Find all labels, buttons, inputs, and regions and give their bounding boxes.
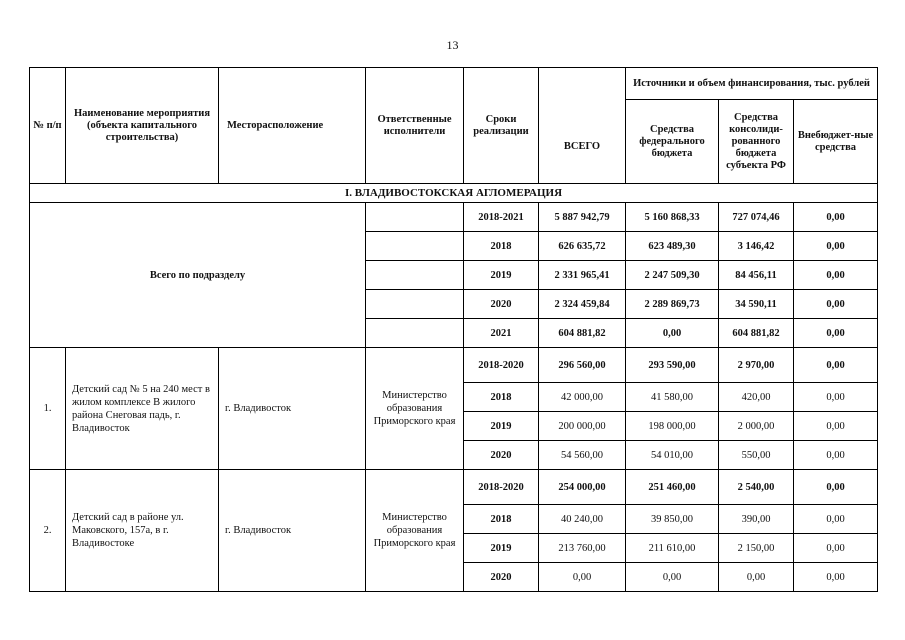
cell-extra: 0,00	[794, 505, 878, 534]
header-extra: Внебюджет-ные средства	[794, 100, 878, 184]
cell-total: 296 560,00	[539, 348, 626, 383]
cell-federal: 5 160 868,33	[626, 203, 719, 232]
cell-total: 626 635,72	[539, 232, 626, 261]
subtotal-label: Всего по подразделу	[30, 203, 366, 348]
cell-total: 5 887 942,79	[539, 203, 626, 232]
cell-period: 2020	[464, 563, 539, 592]
cell-extra: 0,00	[794, 232, 878, 261]
cell-federal: 623 489,30	[626, 232, 719, 261]
cell-total: 213 760,00	[539, 534, 626, 563]
header-responsible: Ответственные исполнители	[366, 68, 464, 184]
section-title: I. ВЛАДИВОСТОКСКАЯ АГЛОМЕРАЦИЯ	[30, 184, 878, 203]
cell-federal: 211 610,00	[626, 534, 719, 563]
cell-federal: 0,00	[626, 319, 719, 348]
header-location: Месторасположение	[219, 68, 366, 184]
cell-period: 2021	[464, 319, 539, 348]
item-location: г. Владивосток	[219, 348, 366, 470]
cell-regional: 34 590,11	[719, 290, 794, 319]
cell-period: 2018-2021	[464, 203, 539, 232]
cell-federal: 2 289 869,73	[626, 290, 719, 319]
header-period: Сроки реализации	[464, 68, 539, 184]
cell-federal: 0,00	[626, 563, 719, 592]
cell-total: 2 331 965,41	[539, 261, 626, 290]
cell-regional: 390,00	[719, 505, 794, 534]
cell-total: 40 240,00	[539, 505, 626, 534]
cell-regional: 3 146,42	[719, 232, 794, 261]
cell-total: 2 324 459,84	[539, 290, 626, 319]
cell-total: 0,00	[539, 563, 626, 592]
cell-period: 2020	[464, 290, 539, 319]
cell-period: 2020	[464, 441, 539, 470]
cell-extra: 0,00	[794, 290, 878, 319]
cell-period: 2019	[464, 534, 539, 563]
cell-regional: 727 074,46	[719, 203, 794, 232]
financing-table	[29, 67, 878, 592]
item-name: Детский сад в районе ул. Маковского, 157а, в г. Владивостоке	[66, 470, 219, 592]
cell-extra: 0,00	[794, 348, 878, 383]
cell-extra: 0,00	[794, 261, 878, 290]
header-regional: Средства консолиди-рованного бюджета субъекта РФ	[719, 100, 794, 184]
responsible-cell-empty	[366, 261, 464, 290]
cell-total: 200 000,00	[539, 412, 626, 441]
cell-regional: 2 000,00	[719, 412, 794, 441]
cell-regional: 2 150,00	[719, 534, 794, 563]
cell-extra: 0,00	[794, 319, 878, 348]
cell-extra: 0,00	[794, 470, 878, 505]
item-location: г. Владивосток	[219, 470, 366, 592]
cell-period: 2018	[464, 383, 539, 412]
cell-extra: 0,00	[794, 441, 878, 470]
cell-regional: 84 456,11	[719, 261, 794, 290]
cell-period: 2018-2020	[464, 470, 539, 505]
cell-period: 2018	[464, 505, 539, 534]
cell-extra: 0,00	[794, 383, 878, 412]
item-row	[30, 348, 878, 383]
cell-federal: 2 247 509,30	[626, 261, 719, 290]
item-name: Детский сад № 5 на 240 мест в жилом комплексе В жилого района Снеговая падь, г. Владивосток	[66, 348, 219, 470]
cell-federal: 293 590,00	[626, 348, 719, 383]
header-total: ВСЕГО	[539, 68, 626, 184]
responsible-cell-empty	[366, 232, 464, 261]
item-responsible: Министерство образования Приморского края	[366, 348, 464, 470]
cell-regional: 420,00	[719, 383, 794, 412]
cell-period: 2019	[464, 261, 539, 290]
cell-extra: 0,00	[794, 412, 878, 441]
responsible-cell-empty	[366, 319, 464, 348]
header-federal: Средства федерального бюджета	[626, 100, 719, 184]
responsible-cell-empty	[366, 290, 464, 319]
item-row	[30, 470, 878, 505]
item-number: 2.	[30, 470, 66, 592]
responsible-cell-empty	[366, 203, 464, 232]
page-number: 13	[446, 38, 459, 52]
cell-regional: 2 970,00	[719, 348, 794, 383]
cell-total: 42 000,00	[539, 383, 626, 412]
cell-regional: 550,00	[719, 441, 794, 470]
cell-period: 2019	[464, 412, 539, 441]
cell-total: 604 881,82	[539, 319, 626, 348]
cell-regional: 604 881,82	[719, 319, 794, 348]
cell-federal: 54 010,00	[626, 441, 719, 470]
cell-total: 254 000,00	[539, 470, 626, 505]
cell-federal: 198 000,00	[626, 412, 719, 441]
cell-extra: 0,00	[794, 203, 878, 232]
header-sources-group: Источники и объем финансирования, тыс. рублей	[626, 68, 878, 100]
cell-period: 2018-2020	[464, 348, 539, 383]
cell-period: 2018	[464, 232, 539, 261]
cell-federal: 39 850,00	[626, 505, 719, 534]
header-name: Наименование мероприятия (объекта капитального строительства)	[66, 68, 219, 184]
cell-federal: 251 460,00	[626, 470, 719, 505]
cell-extra: 0,00	[794, 563, 878, 592]
item-responsible: Министерство образования Приморского края	[366, 470, 464, 592]
cell-total: 54 560,00	[539, 441, 626, 470]
cell-regional: 2 540,00	[719, 470, 794, 505]
cell-regional: 0,00	[719, 563, 794, 592]
subtotal-row	[30, 203, 878, 232]
header-num: № п/п	[30, 68, 66, 184]
cell-federal: 41 580,00	[626, 383, 719, 412]
item-number: 1.	[30, 348, 66, 470]
cell-extra: 0,00	[794, 534, 878, 563]
